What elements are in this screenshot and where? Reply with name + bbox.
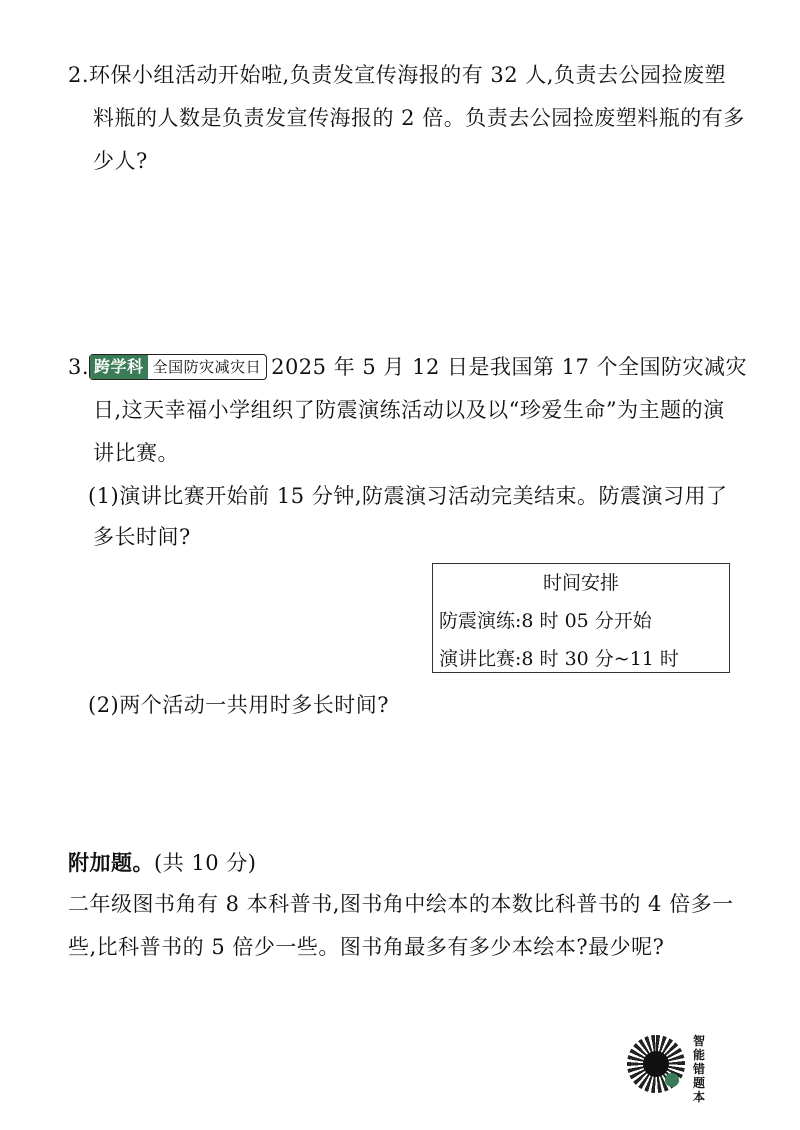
q3-line-1: [68, 352, 747, 382]
qr-code-icon[interactable]: [627, 1035, 685, 1093]
qr-center: [643, 1051, 669, 1077]
bonus-title: 附加题。: [68, 851, 154, 875]
q2-line-3: 少人?: [93, 149, 148, 173]
schedule-box: [432, 563, 730, 673]
bonus-points: (共 10 分): [154, 851, 257, 875]
bonus-line-2: 些,比科普书的 5 倍少一些。图书角最多有多少本绘本?最少呢?: [68, 935, 665, 959]
bonus-line-1: 二年级图书角有 8 本科普书,图书角中绘本的本数比科普书的 4 倍多一: [68, 892, 734, 916]
tag-disaster-day: 全国防灾减灾日: [152, 357, 262, 376]
tag-cross-subject: 跨学科: [90, 355, 148, 379]
q2-line-2: 料瓶的人数是负责发宣传海报的 2 倍。负责去公园捡废塑料瓶的有多: [93, 106, 745, 130]
q3-sub1-line-2: 多长时间?: [93, 525, 191, 549]
smart-error-book-label: 智能错题本: [693, 1034, 706, 1104]
q3-line-1-text: 2025 年 5 月 12 日是我国第 17 个全国防灾减灾: [271, 355, 748, 379]
q2-line-1: 2.环保小组活动开始啦,负责发宣传海报的有 32 人,负责去公园捡废塑: [68, 63, 726, 87]
cross-discipline-tag: [89, 354, 267, 380]
qr-accent-dot: [665, 1073, 679, 1087]
schedule-row-speech: 演讲比赛:8 时 30 分~11 时: [439, 648, 679, 670]
schedule-row-drill: 防震演练:8 时 05 分开始: [439, 610, 652, 632]
q3-number: 3.: [68, 355, 90, 379]
schedule-title: 时间安排: [542, 572, 619, 594]
bonus-title-line: [68, 848, 256, 878]
q3-sub2: (2)两个活动一共用时多长时间?: [88, 693, 390, 717]
q3-line-3: 讲比赛。: [93, 441, 179, 465]
q3-line-2: 日,这天幸福小学组织了防震演练活动以及以“珍爱生命”为主题的演: [93, 398, 725, 422]
q3-sub1-line-1: (1)演讲比赛开始前 15 分钟,防震演习活动完美结束。防震演习用了: [88, 484, 728, 508]
